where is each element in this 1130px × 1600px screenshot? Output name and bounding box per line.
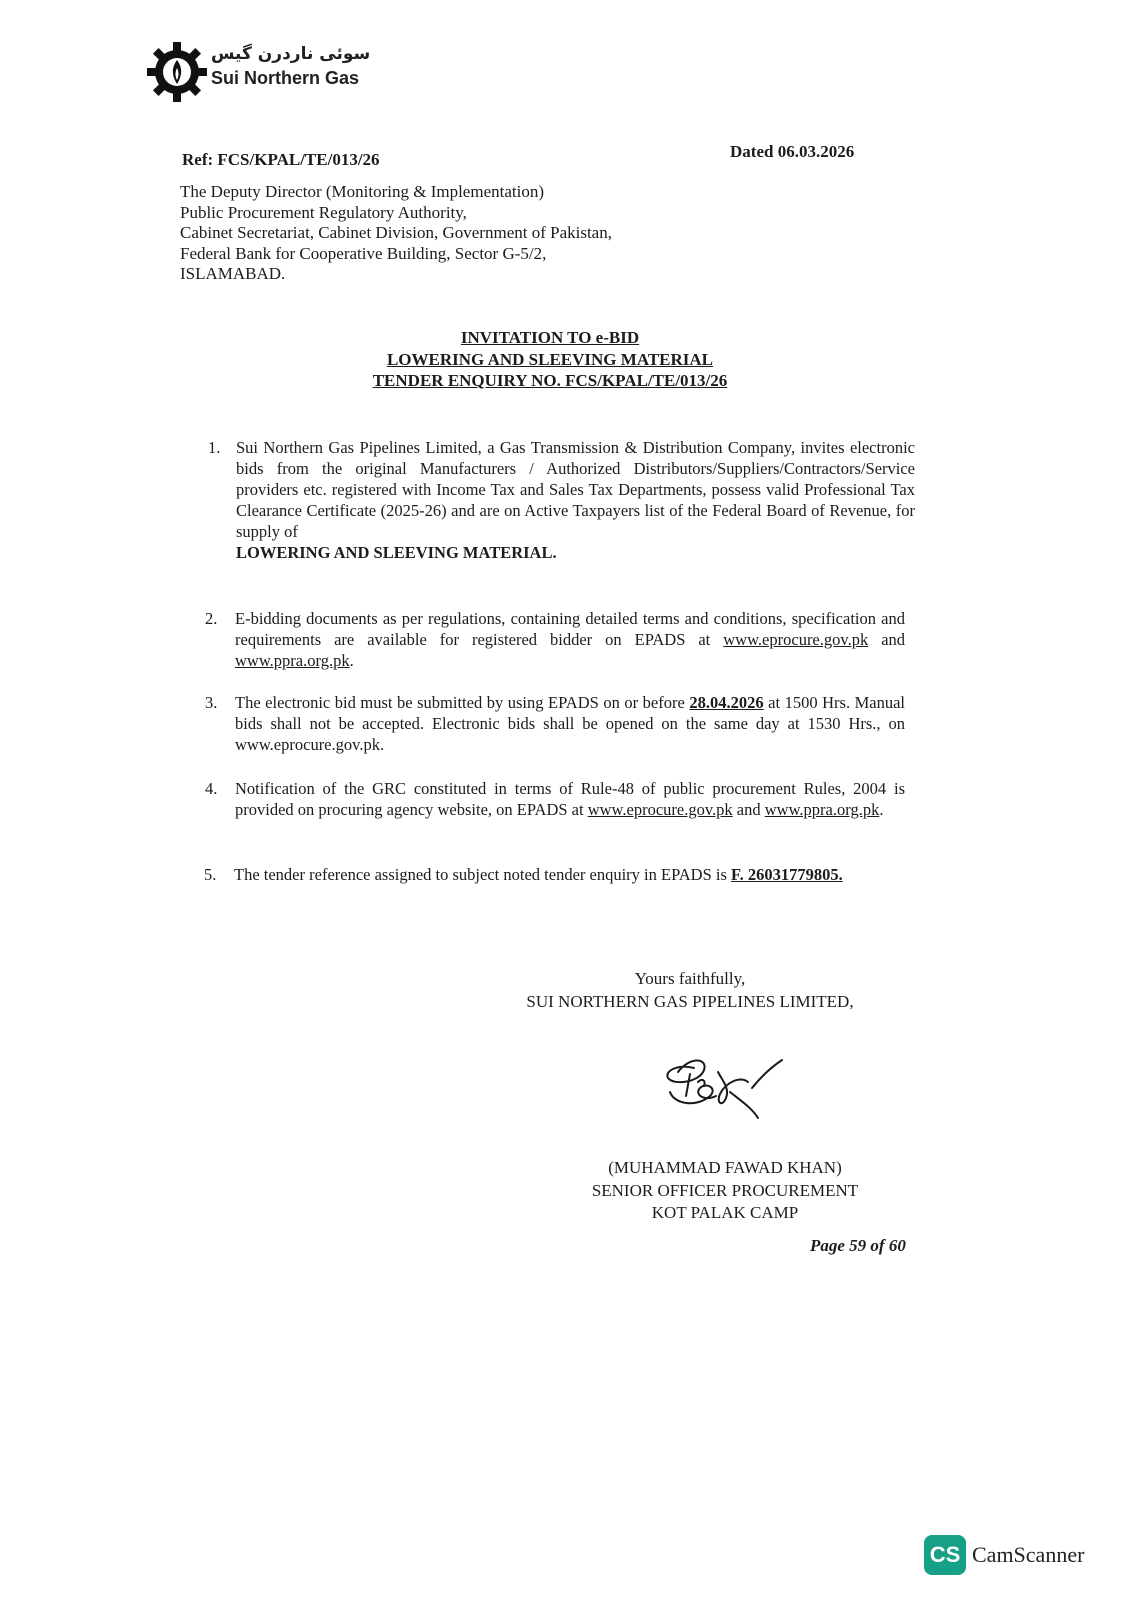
signer-name: (MUHAMMAD FAWAD KHAN) <box>608 1158 842 1177</box>
gear-flame-logo-icon <box>145 40 209 104</box>
logo-urdu-text: سوئی ناردرن گیس <box>211 44 371 64</box>
signer-title: SENIOR OFFICER PROCUREMENT <box>591 1180 859 1200</box>
page-number: Page 59 of 60 <box>810 1236 906 1255</box>
recipient-address <box>180 182 612 285</box>
paragraph-body: at 1500 Hrs. Manual bids shall not be accepted. Electronic bids shall be opened on the same day at 1530 Hrs., on www.eprocure.gov.pk. <box>235 693 906 754</box>
conjunction: and <box>881 630 906 649</box>
closing-company: SUI NORTHERN GAS PIPELINES LIMITED, <box>526 992 854 1011</box>
camscanner-label: CamScanner <box>972 1542 1085 1567</box>
title-line: TENDER ENQUIRY NO. FCS/KPAL/TE/013/26 <box>372 371 728 390</box>
submission-deadline: 28.04.2026 <box>689 693 764 712</box>
paragraph-number: 3. <box>205 693 218 712</box>
paragraph-body: The electronic bid must be submitted by using EPADS on or before <box>235 693 685 712</box>
signer-location: KOT PALAK CAMP <box>651 1203 799 1222</box>
address-line: Public Procurement Regulatory Authority, <box>180 202 467 222</box>
ppra-link[interactable]: www.ppra.org.pk <box>764 800 880 819</box>
paragraph-body: Notification of the GRC constituted in terms of Rule-48 of public procurement Rules, 2004 is provided on procuring agency website, on EPADS at <box>235 779 905 819</box>
eprocure-link[interactable]: www.eprocure.gov.pk <box>723 630 869 649</box>
camscanner-logo-icon: CS <box>924 1535 966 1575</box>
closing-salutation: Yours faithfully, <box>634 969 746 988</box>
logo-company-name: Sui Northern Gas <box>211 68 360 88</box>
paragraph-body: The tender reference assigned to subject noted tender enquiry in EPADS is <box>234 865 727 884</box>
paragraph-number: 1. <box>208 438 221 457</box>
address-line: Federal Bank for Cooperative Building, Sector G-5/2, <box>180 243 547 263</box>
paragraph-number: 4. <box>205 779 218 798</box>
address-line: ISLAMABAD. <box>180 264 286 283</box>
title-line: LOWERING AND SLEEVING MATERIAL <box>386 349 714 369</box>
paragraph-text <box>234 864 934 885</box>
conjunction: and <box>736 800 761 819</box>
paragraph-number: 2. <box>205 609 218 628</box>
paragraph-text <box>235 692 905 755</box>
paragraph-number: 5. <box>204 865 217 884</box>
paragraph-text <box>235 778 905 820</box>
period: . <box>879 800 884 819</box>
eprocure-link[interactable]: www.eprocure.gov.pk <box>587 800 733 819</box>
signer-block <box>560 1157 890 1225</box>
paragraph-text <box>235 608 905 671</box>
paragraph-text <box>236 437 915 563</box>
handwritten-signature <box>660 1052 800 1122</box>
title-line: INVITATION TO e-BID <box>460 328 640 347</box>
ppra-link[interactable]: www.ppra.org.pk <box>235 651 350 670</box>
address-line: Cabinet Secretariat, Cabinet Division, Government of Pakistan, <box>180 223 612 242</box>
letter-date: Dated 06.03.2026 <box>730 142 855 161</box>
subject-heading <box>0 327 1100 392</box>
material-name: LOWERING AND SLEEVING MATERIAL. <box>236 543 557 562</box>
reference-number: Ref: FCS/KPAL/TE/013/26 <box>182 150 380 169</box>
paragraph-body: Sui Northern Gas Pipelines Limited, a Gas Transmission & Distribution Company, invites electronic bids from the original Manufacturers / Authorized Distributors/Suppliers/Contractors/Service providers etc. registered with Income Tax and Sales Tax Departments, possess valid Professional Tax Clearance Certificate (2025-26) and are on Active Taxpayers list of the Federal Board of Revenue, for supply of <box>236 438 915 541</box>
address-line: The Deputy Director (Monitoring & Implementation) <box>180 182 544 201</box>
tender-reference: F. 26031779805. <box>731 865 843 884</box>
closing-block <box>500 967 880 1013</box>
period: . <box>349 651 354 670</box>
paragraph-body: E-bidding documents as per regulations, containing detailed terms and conditions, specification and requirements are available for registered bidder on EPADS at <box>235 609 905 649</box>
company-logo <box>145 40 385 106</box>
